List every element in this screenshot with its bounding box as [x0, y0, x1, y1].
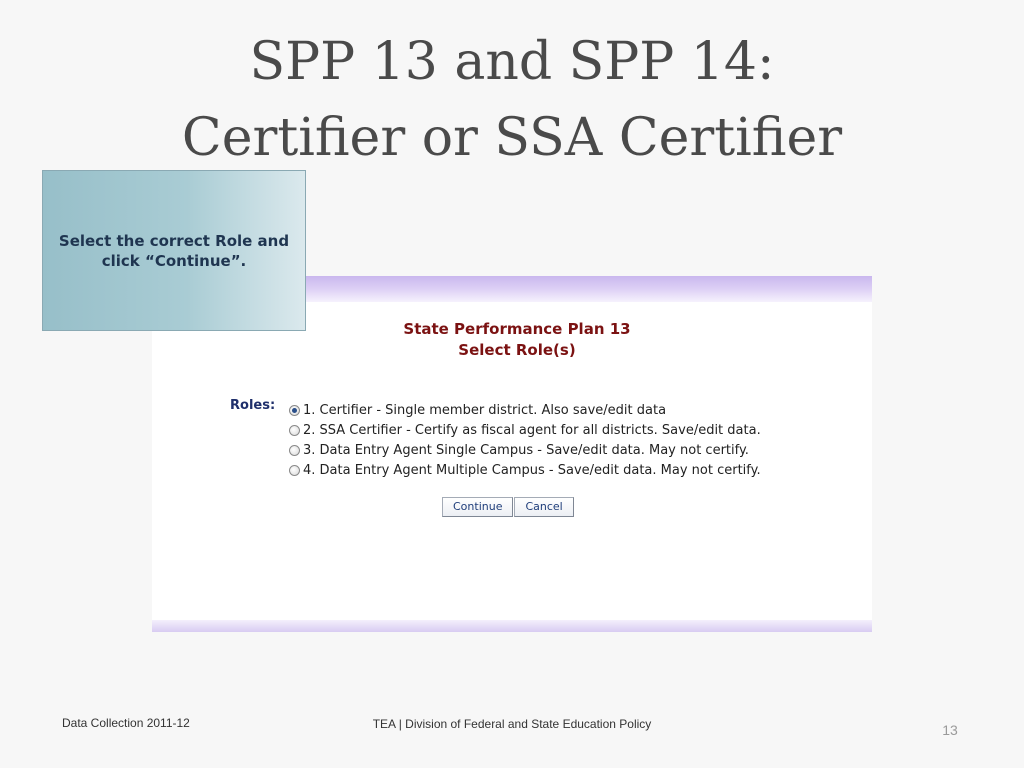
- role-option-label: 1. Certifier - Single member district. Also save/edit data: [303, 402, 667, 418]
- footer-left-text: Data Collection 2011-12: [62, 716, 190, 730]
- slide-title-line-2: Certifier or SSA Certifier: [181, 108, 843, 168]
- radio-icon[interactable]: [289, 465, 300, 476]
- cancel-button[interactable]: Cancel: [514, 497, 573, 517]
- radio-icon[interactable]: [289, 425, 300, 436]
- role-option-label: 3. Data Entry Agent Single Campus - Save/edit data. May not certify.: [303, 442, 749, 458]
- footer-band: [152, 620, 872, 632]
- role-option-certifier[interactable]: [289, 400, 761, 420]
- radio-selected-icon[interactable]: [289, 405, 300, 416]
- form-heading: State Performance Plan 13: [403, 320, 631, 338]
- role-options: [289, 400, 761, 480]
- slide-title-line-1: SPP 13 and SPP 14:: [249, 32, 775, 92]
- slide-title: [0, 24, 1024, 176]
- footer-center-text: TEA | Division of Federal and State Education Policy: [372, 717, 652, 731]
- form-buttons: [442, 497, 574, 517]
- role-option-data-entry-single[interactable]: [289, 440, 761, 460]
- callout-text: Select the correct Role and click “Continue”.: [58, 232, 290, 270]
- instruction-callout: [42, 170, 306, 331]
- page-number: 13: [942, 722, 958, 738]
- radio-icon[interactable]: [289, 445, 300, 456]
- form-subheading: Select Role(s): [458, 341, 576, 359]
- role-option-ssa-certifier[interactable]: [289, 420, 761, 440]
- continue-button[interactable]: Continue: [442, 497, 513, 517]
- role-option-data-entry-multiple[interactable]: [289, 460, 761, 480]
- roles-label: Roles:: [230, 398, 276, 413]
- role-option-label: 2. SSA Certifier - Certify as fiscal agent for all districts. Save/edit data.: [303, 422, 761, 438]
- role-option-label: 4. Data Entry Agent Multiple Campus - Save/edit data. May not certify.: [303, 462, 761, 478]
